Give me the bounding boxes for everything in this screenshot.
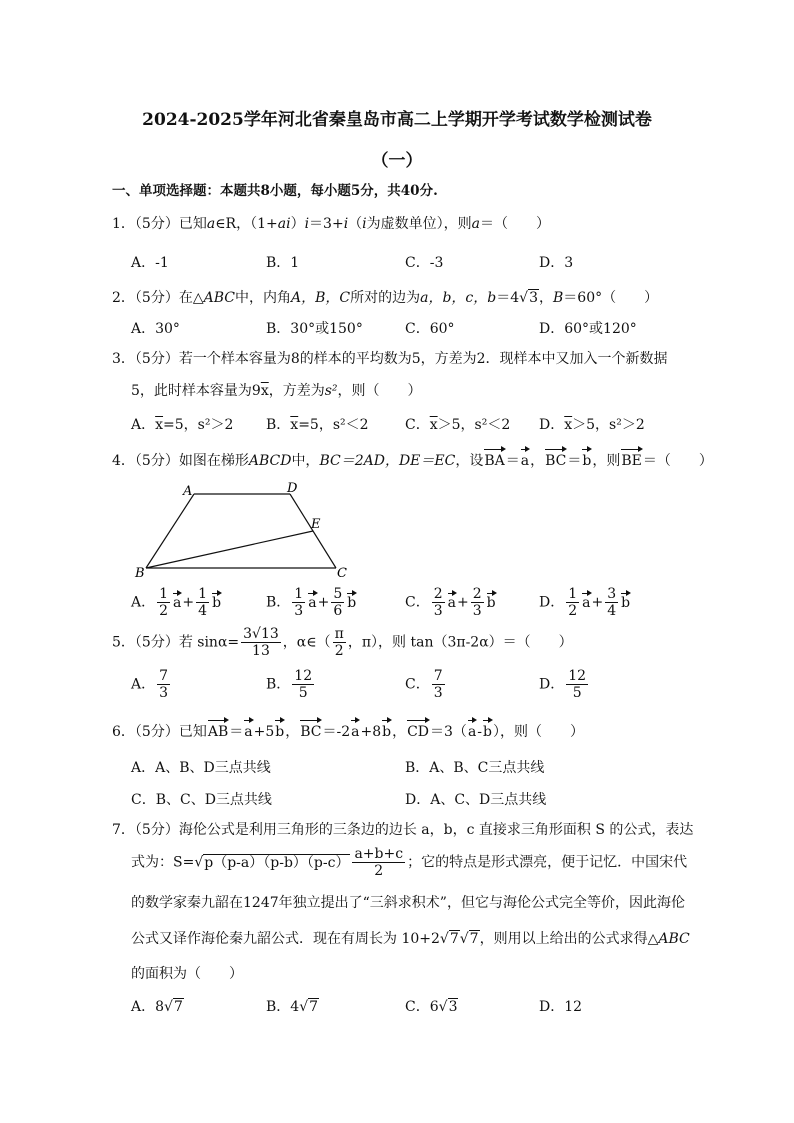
- question-4-option-d[interactable]: D． $\frac{1}{2}$ a+ $\frac{3}{4}$ b: [539, 586, 631, 619]
- question-7-line5: 的面积为（ ）: [131, 966, 243, 982]
- question-7-line3: 的数学家秦九韶在1247年独立提出了“三斜求积术”，但它与海伦公式完全等价，因此海伦: [131, 895, 685, 911]
- edge-ab: [146, 494, 194, 568]
- question-5-option-a[interactable]: A． $\frac{7}{3}$: [131, 668, 169, 701]
- question-5-option-b[interactable]: B． $\frac{12}{5}$: [266, 668, 313, 701]
- question-7-option-a[interactable]: A．8√7: [131, 999, 183, 1015]
- question-3-line2: 5，此时样本容量为$9\overline{x}$，方差为s²，则（ ）: [131, 383, 422, 399]
- label-d: D: [287, 481, 298, 496]
- question-7-line2: 式为：S=√p（p-a）（p-b）（p-c） $\frac{a+b+c}{2}$ ；它的特点是形式漂亮，便于记忆．中国宋代: [131, 846, 688, 879]
- question-1-option-d[interactable]: D．3: [539, 255, 574, 271]
- question-3-line1: 3．（5分）若一个样本容量为8的样本的平均数为5，方差为2．现样本中又加入一个新数据: [112, 351, 668, 367]
- question-6-stem: 6．（5分）已知AB＝a+5b，BC＝-2a+8b，CD＝3（a-b），则（ ）: [112, 724, 584, 740]
- question-2-stem: 2．（5分）在△ABC中，内角A，B，C所对的边为a，b，c，b＝4√3，B＝60°（ ）: [112, 290, 659, 306]
- question-7-line4: 公式又译作海伦秦九韶公式．现在有周长为 10+2√7√7，则用以上给出的公式求得△ABC: [131, 931, 690, 947]
- question-7-line1: 7．（5分）海伦公式是利用三角形的三条边的边长 a，b，c 直接求三角形面积 S 的公式，表达: [112, 822, 694, 838]
- question-4-stem: 4．（5分）如图在梯形ABCD中，BC＝2AD，DE＝EC，设BA＝a，BC＝b，则BE＝（ ）: [112, 453, 713, 469]
- question-1-option-a[interactable]: A．-1: [131, 255, 169, 271]
- question-3-option-a[interactable]: A．$\overline{x}=5$，s²＞2: [131, 417, 234, 433]
- question-7-option-d[interactable]: D．12: [539, 999, 583, 1015]
- question-3-option-d[interactable]: D．$\overline{x}>5$，s²＞2: [539, 417, 645, 433]
- question-2-option-b[interactable]: B．30°或150°: [266, 321, 363, 337]
- label-b: B: [135, 566, 145, 580]
- label-a: A: [183, 484, 193, 499]
- trapezoid-figure: [130, 480, 360, 580]
- question-4-option-c[interactable]: C． $\frac{2}{3}$ a+ $\frac{2}{3}$ b: [405, 586, 496, 619]
- question-5-stem: 5．（5分）若 sinα= $\frac{3√13}{13}$ ，α∈（ $\frac{\pi}{2}$ ，π），则 tan（3π-2α）＝（ ）: [112, 626, 573, 659]
- section-heading: 一、单项选择题：本题共8小题，每小题5分，共40分.: [112, 183, 438, 199]
- exam-title-line2: （一）: [371, 151, 423, 171]
- question-5-option-c[interactable]: C． $\frac{7}{3}$: [405, 668, 443, 701]
- question-2-option-d[interactable]: D．60°或120°: [539, 321, 637, 337]
- exam-title-line1: 2024-2025学年河北省秦皇岛市高二上学期开学考试数学检测试卷: [142, 110, 652, 130]
- question-6-option-d[interactable]: D．A、C、D三点共线: [405, 792, 547, 808]
- question-3-option-c[interactable]: C．$\overline{x}>5$，s²＜2: [405, 417, 511, 433]
- question-1-option-c[interactable]: C．-3: [405, 255, 444, 271]
- question-4-option-a[interactable]: A． $\frac{1}{2}$ a+ $\frac{1}{4}$ b: [131, 586, 222, 619]
- question-1-option-b[interactable]: B．1: [266, 255, 300, 271]
- question-6-option-b[interactable]: B．A、B、C三点共线: [405, 760, 545, 776]
- question-5-option-d[interactable]: D． $\frac{12}{5}$: [539, 668, 587, 701]
- question-2-option-c[interactable]: C．60°: [405, 321, 455, 337]
- question-6-option-a[interactable]: A．A、B、D三点共线: [131, 760, 271, 776]
- label-c: C: [337, 566, 347, 580]
- question-6-option-c[interactable]: C．B、C、D三点共线: [131, 792, 272, 808]
- question-1-stem: 1．（5分）已知a∈R，（1+ai）i＝3+i（i为虚数单位），则a＝（ ）: [112, 216, 551, 232]
- question-3-option-b[interactable]: B．$\overline{x}=5$，s²＜2: [266, 417, 369, 433]
- question-2-option-a[interactable]: A．30°: [131, 321, 180, 337]
- segment-be: [146, 531, 313, 568]
- label-e: E: [311, 517, 321, 532]
- question-7-option-c[interactable]: C．6√3: [405, 999, 458, 1015]
- question-4-option-b[interactable]: B． $\frac{1}{3}$ a+ $\frac{5}{6}$ b: [266, 586, 357, 619]
- question-7-option-b[interactable]: B．4√7: [266, 999, 319, 1015]
